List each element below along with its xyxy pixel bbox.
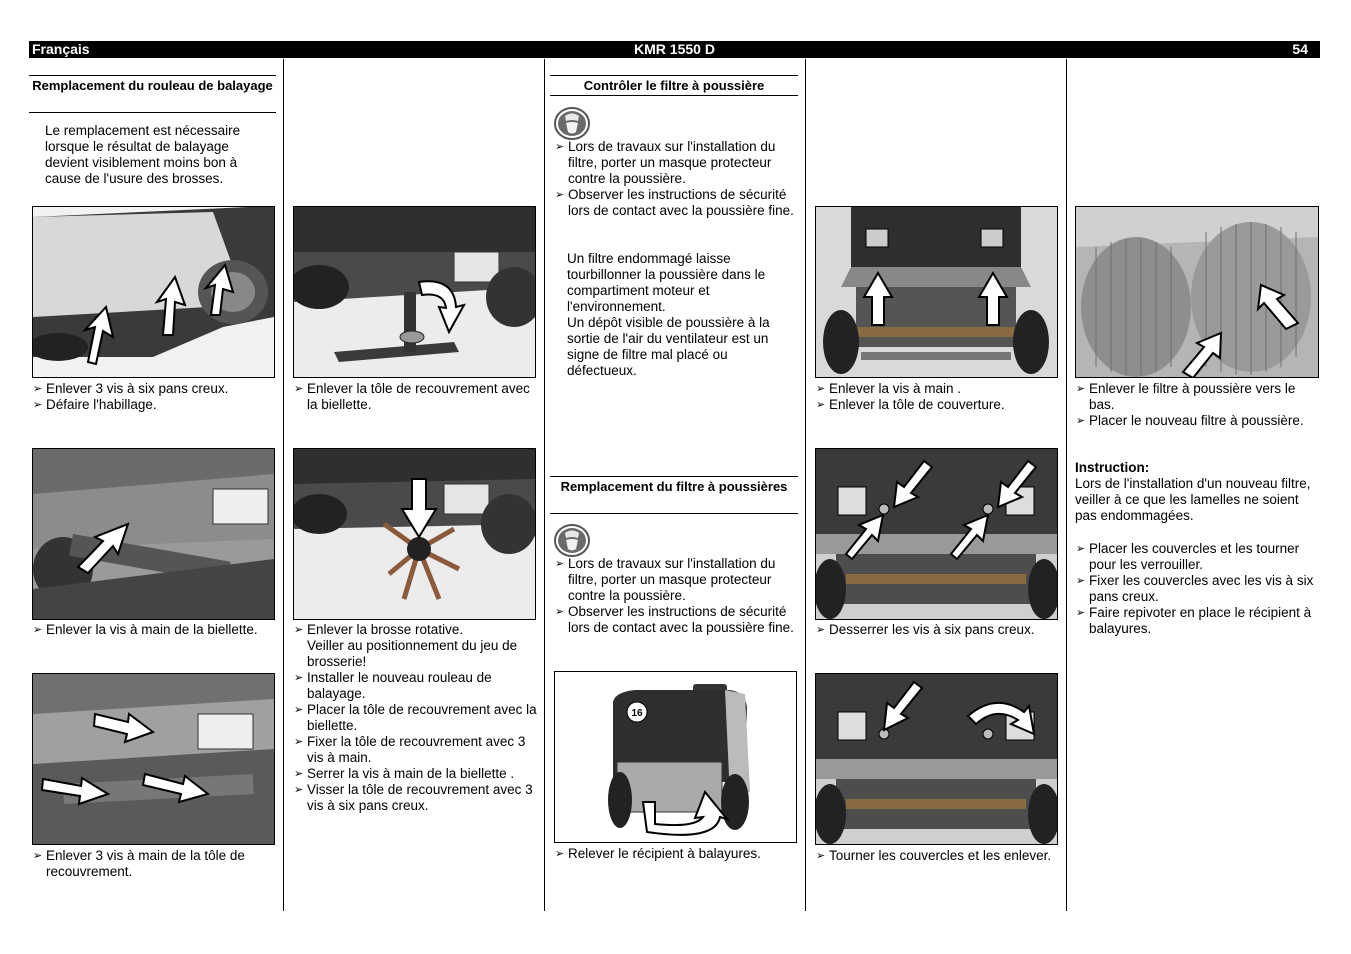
step-item: ➢ Faire repivoter en place le récipient à balayures. [1076,605,1321,637]
steps-list [33,381,278,413]
step-item: ➢ Enlever 3 vis à main de la tôle de recouvrement. [33,848,278,880]
instruction-text: Lors de l'installation d'un nouveau filtre, veiller à ce que les lamelles ne soient pas endommagées. [1075,476,1311,523]
steps-list [816,622,1061,638]
step-note: Veiller au positionnement du jeu de brosserie! [307,638,518,669]
step-item: ➢ Enlever la vis à main . [816,381,1061,397]
step-item: ➢ Visser la tôle de recouvrement avec 3 vis à six pans creux. [294,782,539,814]
filter-info-text [567,251,795,379]
step-item: ➢ Placer les couvercles et les tourner pour les verrouiller. [1076,541,1321,573]
steps-list [1076,381,1321,429]
step-item: ➢ Enlever la tôle de recouvrement avec la biellette. [294,381,539,413]
step-item: ➢ Fixer la tôle de recouvrement avec 3 vis à main. [294,734,539,766]
step-item: ➢ Fixer les couvercles avec les vis à six pans creux. [1076,573,1321,605]
machine-number-badge: 16 [631,708,643,719]
photo-rotary-brush [293,448,536,620]
steps-list [1076,541,1321,637]
step-item: ➢ Observer les instructions de sécurité lors de contact avec la poussière fine. [555,604,795,636]
photo-cover-sheet [815,206,1058,378]
photo-cover-plate-screws [32,673,275,845]
dust-mask-icon [554,107,590,140]
page-header [29,41,1320,58]
step-item: ➢ Défaire l'habillage. [33,397,278,413]
steps-list [555,139,795,219]
intro-text: Le remplacement est nécessaire lorsque le résultat de balayage devient visiblement moins bon à cause de l'usure des brosses. [45,123,241,186]
step-item: ➢ Enlever la tôle de couverture. [816,397,1061,413]
header-language: Français [32,41,90,57]
step-item: ➢ Observer les instructions de sécurité lors de contact avec la poussière fine. [555,187,795,219]
step-item: ➢ Enlever le filtre à poussière vers le bas. [1076,381,1321,413]
steps-list [555,846,795,862]
step-item: ➢ Placer la tôle de recouvrement avec la biellette. [294,702,539,734]
section-title-brush-roller: Remplacement du rouleau de balayage [29,75,276,113]
column-divider [805,59,806,911]
step-item: ➢ Enlever la vis à main de la biellette. [33,622,278,638]
photo-hex-screws [815,448,1058,620]
step-item: ➢ Lors de travaux sur l'installation du filtre, porter un masque protecteur contre la poussière. [555,139,795,187]
step-item: ➢ Serrer la vis à main de la biellette . [294,766,539,782]
steps-list [816,381,1061,413]
step-item [294,622,539,670]
photo-linkage-screw [32,448,275,620]
step-item: ➢ Enlever 3 vis à six pans creux. [33,381,278,397]
photo-turn-covers [815,673,1058,845]
column-divider [544,59,545,911]
step-item: ➢ Relever le récipient à balayures. [555,846,795,862]
step-item: ➢ Lors de travaux sur l'installation du filtre, porter un masque protecteur contre la poussière. [555,556,795,604]
steps-list [816,848,1061,864]
step-item: ➢ Installer le nouveau rouleau de balayage. [294,670,539,702]
section-title-replace-filter: Remplacement du filtre à poussières [550,476,798,514]
step-item: ➢ Placer le nouveau filtre à poussière. [1076,413,1321,429]
photo-remove-cover-linkage [293,206,536,378]
paragraph-damaged-filter: Un filtre endommagé laisse tourbillonner la poussière dans le compartiment moteur et l'environnement. [567,251,766,314]
paragraph-dust-deposit: Un dépôt visible de poussière à la sortie de l'air du ventilateur est un signe de filtre mal placé ou défectueux. [567,315,770,378]
steps-list [33,622,278,638]
photo-cover-screws [32,206,275,378]
instruction-block [1075,460,1321,524]
dust-mask-icon [554,524,590,557]
section-title-check-filter: Contrôler le filtre à poussière [550,75,798,96]
header-model: KMR 1550 D [634,41,715,57]
steps-list [294,381,539,413]
header-page-number: 54 [1292,41,1308,57]
steps-list [33,848,278,880]
step-item: ➢ Tourner les couvercles et les enlever. [816,848,1061,864]
steps-list [555,556,795,636]
photo-dust-filters [1075,206,1319,378]
steps-list [294,622,539,814]
step-text: Enlever la brosse rotative. [307,622,464,637]
instruction-label: Instruction: [1075,460,1150,475]
column-divider [1066,59,1067,911]
step-item: ➢ Desserrer les vis à six pans creux. [816,622,1061,638]
column-divider [283,59,284,911]
photo-sweeper-hopper [554,671,797,843]
